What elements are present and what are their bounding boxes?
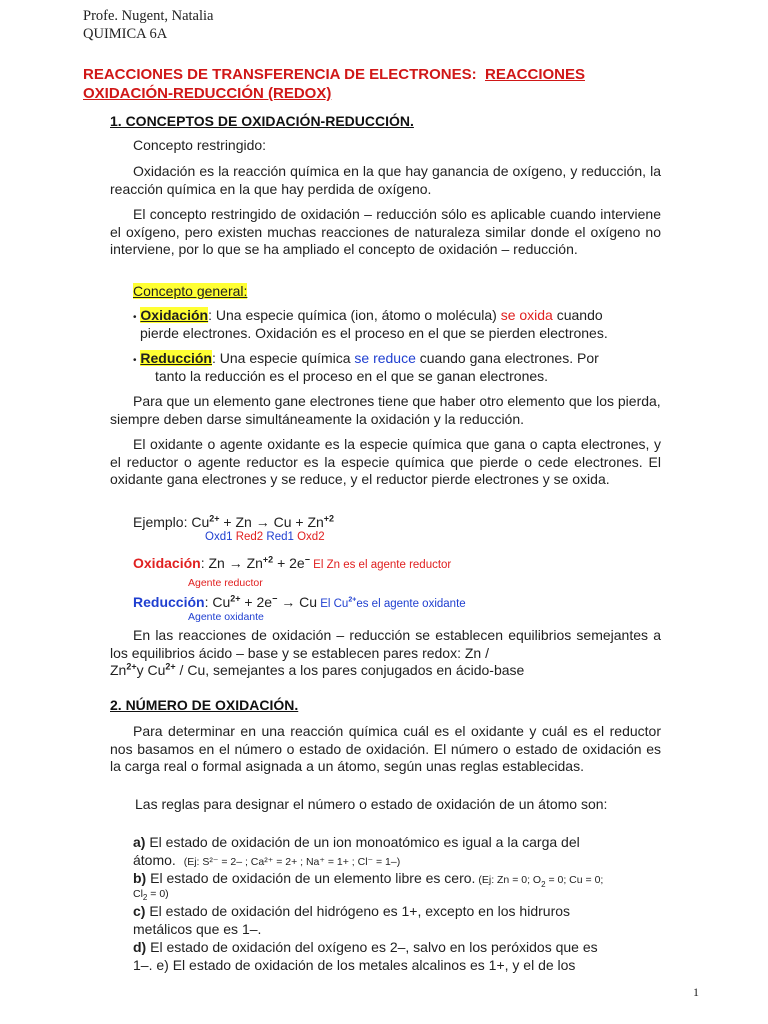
pairs-zn: Zn [110,662,127,678]
rule-a-letter: a) [133,834,146,850]
rule-b-example-2: = 0; Cu = 0; [545,874,604,886]
rule-b-line-2 [133,888,169,903]
page-number: 1 [693,985,699,999]
reduction-eq-c: → Cu [277,594,318,610]
reduction-definition-line-2: tanto la reducción es el proceso en el que se ganan electrones. [155,368,549,384]
reduction-half-reaction [133,594,466,614]
rule-c-line-2: metálicos que es 1–. [133,921,262,937]
oxidizing-agent-label: Agente oxidante [188,611,264,623]
restricted-paragraph-1: Oxidación es la reacción química en la que hay ganancia de oxígeno, y reducción, la reacción química en la que hay perdida de oxígeno. [110,163,661,197]
redox-pairs-paragraph-end [110,662,524,680]
reduction-eq-charge: 2+ [230,593,241,604]
title-part-2: REACCIONES [484,66,585,83]
rule-a-line-2 [133,852,400,872]
general-label-text: Concepto general: [133,283,248,299]
rule-c-letter: c) [133,903,146,919]
rule-a-example: (Ej: S²⁻ = 2– ; Ca²⁺ = 2+ ; Na⁺ = 1+ ; Cl⁻ = 1–) [183,856,401,868]
restricted-paragraph-2: El concepto restringido de oxidación – reducción sólo es aplicable cuando interviene el oxígeno, pero existen muchas reacciones de naturaleza similar donde el oxígeno no interviene, por lo que se ha ampliado el concepto de oxidación – reducción. [110,206,661,257]
reduction-half-label: Reducción [133,594,205,610]
restricted-label: Concepto restringido: [133,137,267,153]
oxidation-eq-b: + 2e [273,555,305,571]
rule-d-line-2: 1–. e) El estado de oxidación de los metales alcalinos es 1+, y el de los [133,957,576,973]
rule-b [133,870,673,890]
rule-d-letter: d) [133,939,147,955]
rule-d [133,939,673,957]
reduction-eq-electron: − [272,593,278,604]
redox-pairs [205,531,325,543]
reduction-text-b: cuando gana electrones. Por [415,350,599,366]
reduction-definition [133,350,673,370]
reduction-text-a: : Una especie química [211,350,355,366]
document-title [83,65,683,103]
rule-b-example-4: = 0) [147,888,169,900]
redox-pairs-paragraph [110,627,661,662]
cu-charge: 2+ [209,513,220,524]
reduction-highlight: se reduce [354,350,416,366]
reduction-note-b: es el agente oxidante [356,598,466,610]
bullet-icon: • [133,355,137,366]
pair-red1: Red1 [266,531,294,543]
rule-c-text: El estado de oxidación del hidrógeno es 1+, excepto en los hidruros [145,903,571,919]
oxidation-definition [133,307,673,327]
rule-a-text-2: átomo. [133,852,176,868]
rule-c [133,903,673,921]
pairs-zn-charge: 2+ [126,661,137,672]
rule-b-o2-sub: 2 [541,879,546,889]
title-part-3: OXIDACIÓN-REDUCCIÓN (REDOX) [83,85,332,102]
pair-oxd2: Oxd2 [297,531,325,543]
oxidation-eq-charge: +2 [262,554,274,565]
reduction-note-a: El Cu [317,598,349,610]
course-name: QUIMICA 6A [83,26,168,42]
reduction-note-charge: 2+ [348,596,357,604]
pair-oxd1: Oxd1 [205,531,233,543]
oxidation-definition-line-2: pierde electrones. Oxidación es el proceso en el que se pierden electrones. [140,325,608,341]
oxidation-highlight: se oxida [500,307,553,323]
oxidation-eq-electron: − [304,554,310,565]
rules-intro [133,796,653,814]
oxidation-text-b: cuando [552,307,603,323]
oxidation-eq-a: : Zn → Zn [200,555,263,571]
rule-b-example-1: (Ej: Zn = 0; O [475,874,542,886]
reducing-agent-label: Agente reductor [188,577,263,589]
author-name: Profe. Nugent, Natalia [83,8,214,24]
rule-a-text: El estado de oxidación de un ion monoatómico es igual a la carga del [145,834,580,850]
example-label: Ejemplo: Cu [133,514,210,530]
rule-b-cl2-sub: 2 [142,893,148,903]
zn-charge: +2 [323,513,335,524]
pairs-text-a: En las reacciones de oxidación – reducción se establecen equilibrios semejantes a los equilibrios ácido – base y se establecen pares redox: Zn / [110,627,661,661]
rule-d-text: El estado de oxidación del oxígeno es 2–, salvo en los peróxidos que es [146,939,598,955]
oxidation-half-label: Oxidación [133,555,201,571]
section-1-heading: 1. CONCEPTOS DE OXIDACIÓN-REDUCCIÓN. [110,113,414,129]
reduction-eq-a: : Cu [204,594,231,610]
rule-b-text: El estado de oxidación de un elemento libre es cero. [146,870,476,886]
oxidation-term: Oxidación [140,307,209,323]
pair-red2: Red2 [235,531,264,543]
reduction-term: Reducción [140,350,212,366]
example-equation [133,514,334,532]
bullet-icon: • [133,312,137,323]
general-label [133,283,247,301]
section-2-heading: 2. NÚMERO DE OXIDACIÓN. [110,697,299,713]
rule-b-letter: b) [133,870,147,886]
oxidation-number-paragraph: Para determinar en una reacción química cuál es el oxidante y cuál es el reductor nos basamos en el número o estado de oxidación. El número o estado de oxidación es la carga real o formal asignada a un átomo, según unas reglas establecidas. [110,723,661,774]
rules-intro-text: Las reglas para designar el número o estado de oxidación de un átomo son: [135,796,608,812]
rule-a [133,834,663,852]
oxidation-text-a: : Una especie química (ion, átomo o molécula) [208,307,501,323]
pairs-y: y Cu [136,662,166,678]
oxidation-half-reaction [133,555,451,575]
pairs-end: / Cu, semejantes a los pares conjugados en ácido-base [175,662,525,678]
reduction-eq-b: + 2e [240,594,273,610]
oxidation-note: El Zn es el agente reductor [309,559,452,571]
simultaneous-paragraph: Para que un elemento gane electrones tiene que haber otro elemento que los pierda, siempre deben darse simultáneamente la oxidación y la reducción. [110,393,661,427]
example-mid: + Zn → Cu + Zn [219,514,324,530]
title-part-1: REACCIONES DE TRANSFERENCIA DE ELECTRONES: [83,66,477,83]
pairs-cu-charge: 2+ [165,661,176,672]
agents-paragraph: El oxidante o agente oxidante es la especie química que gana o capta electrones, y el reductor o agente reductor es la especie química que pierde o cede electrones. El oxidante gana electrones y se reduce, y el reductor pierde electrones y se oxida. [110,436,661,487]
rule-b-example-3: Cl [133,888,143,900]
